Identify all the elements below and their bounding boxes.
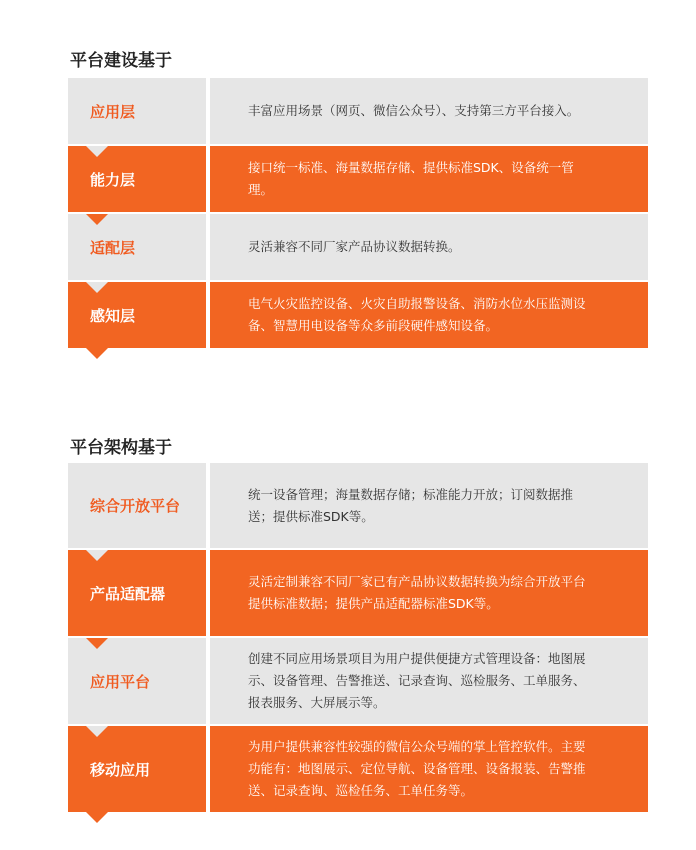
arch-description: 为用户提供兼容性较强的微信公众号端的掌上管控软件。主要功能有：地图展示、定位导航、设备管理、设备报装、告警推送、记录查询、巡检任务、工单任务等。 xyxy=(210,726,648,812)
layer-description: 丰富应用场景（网页、微信公众号）、支持第三方平台接入。 xyxy=(210,78,648,144)
arrow-notch-icon xyxy=(86,726,108,737)
layer-row-perception xyxy=(68,282,648,348)
layer-description: 灵活兼容不同厂家产品协议数据转换。 xyxy=(210,214,648,280)
arrow-notch-icon xyxy=(86,282,108,293)
arrow-notch-icon xyxy=(86,550,108,561)
architecture-layers xyxy=(68,463,648,812)
arrow-notch-icon xyxy=(86,214,108,225)
section-title-platform-construction: 平台建设基于 xyxy=(70,51,172,71)
arch-description: 创建不同应用场景项目为用户提供便捷方式管理设备：地图展示、设备管理、告警推送、记录查询、巡检服务、工单服务、报表服务、大屏展示等。 xyxy=(210,638,648,724)
section-title-platform-architecture: 平台架构基于 xyxy=(70,438,172,458)
arrow-tail-icon xyxy=(86,812,108,823)
layer-description: 电气火灾监控设备、火灾自助报警设备、消防水位水压监测设备、智慧用电设备等众多前段硬件感知设备。 xyxy=(210,282,648,348)
layer-label: 感知层 xyxy=(68,282,206,348)
arch-label: 移动应用 xyxy=(68,726,206,812)
arch-row-mobile-app xyxy=(68,726,648,812)
arrow-tail-icon xyxy=(86,348,108,359)
layer-row-adapter xyxy=(68,214,648,280)
layer-description: 接口统一标准、海量数据存储、提供标准SDK、设备统一管理。 xyxy=(210,146,648,212)
arch-description: 统一设备管理；海量数据存储；标准能力开放；订阅数据推送；提供标准SDK等。 xyxy=(210,463,648,548)
arch-label: 应用平台 xyxy=(68,638,206,724)
layer-label: 适配层 xyxy=(68,214,206,280)
layer-label: 能力层 xyxy=(68,146,206,212)
arch-row-product-adapter xyxy=(68,550,648,636)
arrow-notch-icon xyxy=(86,638,108,649)
arch-row-open-platform xyxy=(68,463,648,548)
arch-label: 综合开放平台 xyxy=(68,463,206,548)
layer-label: 应用层 xyxy=(68,78,206,144)
arch-label: 产品适配器 xyxy=(68,550,206,636)
layer-row-application xyxy=(68,78,648,144)
arch-description: 灵活定制兼容不同厂家已有产品协议数据转换为综合开放平台提供标准数据；提供产品适配器标准SDK等。 xyxy=(210,550,648,636)
construction-layers xyxy=(68,78,648,348)
arrow-notch-icon xyxy=(86,146,108,157)
layer-row-capability xyxy=(68,146,648,212)
arch-row-application-platform xyxy=(68,638,648,724)
